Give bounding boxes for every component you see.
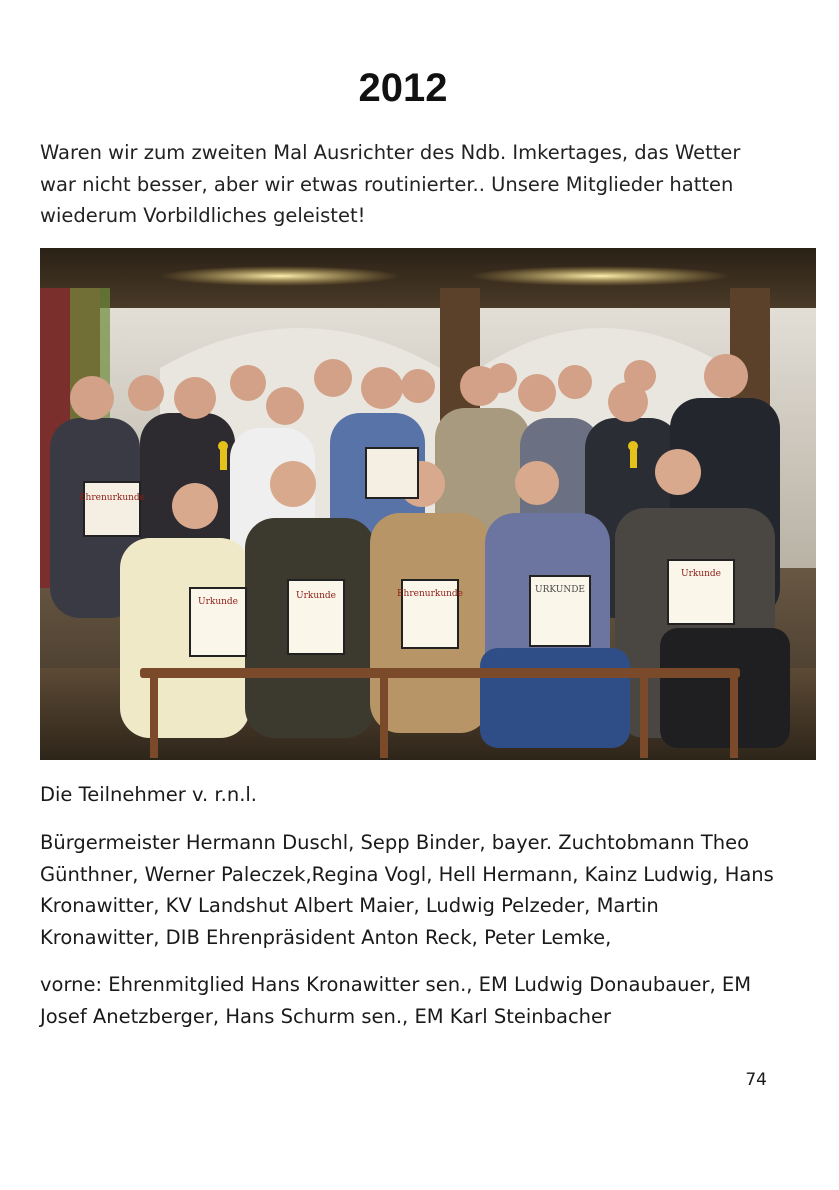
svg-text:URKUNDE: URKUNDE xyxy=(534,585,586,595)
svg-text:Ehrenurkunde: Ehrenurkunde xyxy=(78,493,146,503)
front-row-paragraph: vorne: Ehrenmitglied Hans Kronawitter sen., EM Ludwig Donaubauer, EM Josef Anetzberger, Hans Schurm sen., EM Karl Steinbacher xyxy=(40,973,752,1028)
svg-text:Ehrenurkunde: Ehrenurkunde xyxy=(396,589,464,599)
svg-text:Urkunde: Urkunde xyxy=(680,569,722,579)
page-number: 74 xyxy=(745,1070,767,1090)
svg-text:Urkunde: Urkunde xyxy=(197,597,239,607)
participants-paragraph: Bürgermeister Hermann Duschl, Sepp Binder, bayer. Zuchtobmann Theo Günthner, Werner Paleczek,Regina Vogl, Hell Hermann, Kainz Ludwig, Hans Kronawitter, KV Landshut Albert Maier, Ludwig Pelzeder, Martin Kronawitter, DIB Ehrenpräsident Anton Reck, Peter Lemke, xyxy=(40,831,774,949)
caption-label: Die Teilnehmer v. r.n.l. xyxy=(40,783,258,806)
group-photo xyxy=(40,248,816,760)
intro-paragraph: Waren wir zum zweiten Mal Ausrichter des Ndb. Imkertages, das Wetter war nicht besser, aber wir etwas routinierter.. Unsere Mitglieder hatten wiederum Vorbildliches geleistet! xyxy=(40,141,741,227)
page-title: 2012 xyxy=(358,66,448,110)
svg-text:Urkunde: Urkunde xyxy=(295,591,337,601)
